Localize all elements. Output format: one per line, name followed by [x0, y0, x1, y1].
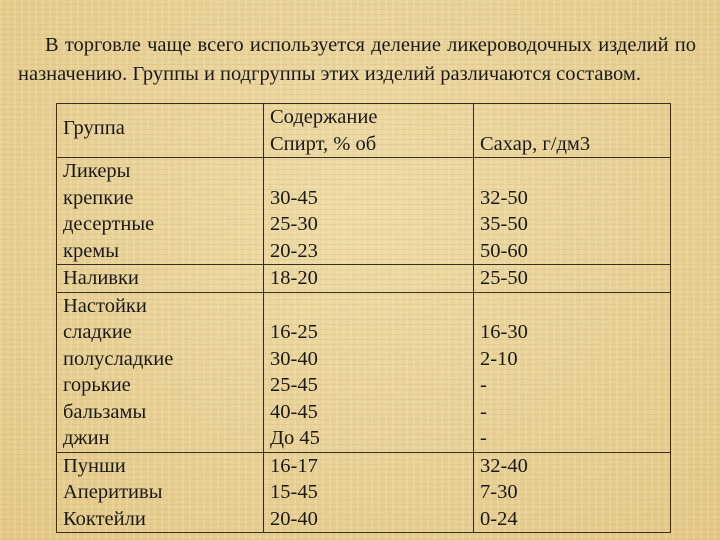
content-header-cell — [264, 104, 474, 158]
sugar-value-cell — [474, 158, 671, 265]
alcohol-value-cell — [264, 265, 474, 293]
group-name: крепкие — [63, 186, 134, 209]
table-row — [57, 292, 671, 452]
group-name: джин — [63, 427, 110, 449]
alcohol-value-cell — [264, 292, 474, 452]
sugar-value: 32-50 — [480, 186, 528, 209]
alcohol-value: 25-45 — [270, 374, 318, 396]
alcohol-value: 16-17 — [270, 454, 318, 477]
alcohol-value: 25-30 — [270, 213, 318, 235]
table-row — [57, 158, 671, 265]
alcohol-value-cell — [264, 158, 474, 265]
sugar-value: 32-40 — [480, 454, 528, 477]
sugar-value: 16-30 — [480, 321, 528, 343]
sugar-value: - — [480, 374, 487, 396]
group-name: Ликеры — [63, 160, 131, 182]
alcohol-value: 20-23 — [270, 239, 318, 262]
sugar-value: 0-24 — [480, 507, 518, 530]
alcohol-value: 20-40 — [270, 507, 318, 530]
alcohol-value — [270, 293, 473, 320]
alcohol-value: До 45 — [270, 427, 320, 449]
alcohol-value — [270, 158, 473, 185]
group-header: Группа — [63, 117, 125, 139]
sugar-value: 35-50 — [480, 213, 528, 235]
content-header: Содержание — [270, 106, 378, 128]
group-name: Аперитивы — [63, 481, 163, 503]
group-name: бальзамы — [63, 400, 147, 423]
group-name: кремы — [63, 239, 120, 262]
sugar-value: 50-60 — [480, 239, 528, 262]
alcohol-value: 16-25 — [270, 321, 318, 343]
alcohol-header: Спирт, % об — [270, 132, 377, 155]
sugar-value — [480, 293, 670, 320]
sugar-header-cell — [474, 104, 671, 158]
sugar-value-cell — [474, 292, 671, 452]
alcohol-value: 40-45 — [270, 400, 318, 423]
sugar-value: 2-10 — [480, 347, 518, 370]
group-name: Коктейли — [63, 507, 146, 530]
table-row — [57, 265, 671, 293]
alcohol-value: 30-45 — [270, 186, 318, 209]
intro-paragraph: В торговле чаще всего используется деление ликероводочных изделий по назначению. Группы и подгруппы этих изделий различаются составом. — [18, 33, 696, 85]
sugar-value — [480, 158, 670, 185]
sugar-value: - — [480, 400, 487, 423]
alcohol-value-cell — [264, 452, 474, 533]
sugar-value: - — [480, 427, 487, 449]
group-header-cell — [57, 104, 264, 158]
sugar-value: 25-50 — [480, 267, 528, 289]
alcohol-value: 30-40 — [270, 347, 318, 370]
table-row — [57, 452, 671, 533]
alcohol-value: 18-20 — [270, 267, 318, 289]
liqueur-composition-table — [56, 103, 671, 533]
group-name-cell — [57, 292, 264, 452]
alcohol-value: 15-45 — [270, 481, 318, 503]
group-name: Наливки — [63, 267, 139, 289]
group-name: Настойки — [63, 294, 147, 317]
group-name: Пунши — [63, 454, 126, 477]
sugar-value-cell — [474, 452, 671, 533]
group-name: сладкие — [63, 321, 132, 343]
sugar-value: 7-30 — [480, 481, 518, 503]
sugar-header: Сахар, г/дм3 — [480, 132, 591, 155]
group-name-cell — [57, 158, 264, 265]
sugar-value-cell — [474, 265, 671, 293]
group-name-cell — [57, 452, 264, 533]
group-name: горькие — [63, 374, 131, 396]
group-name-cell — [57, 265, 264, 293]
group-name: десертные — [63, 213, 155, 235]
table-header-row — [57, 104, 671, 158]
group-name: полусладкие — [63, 347, 174, 370]
